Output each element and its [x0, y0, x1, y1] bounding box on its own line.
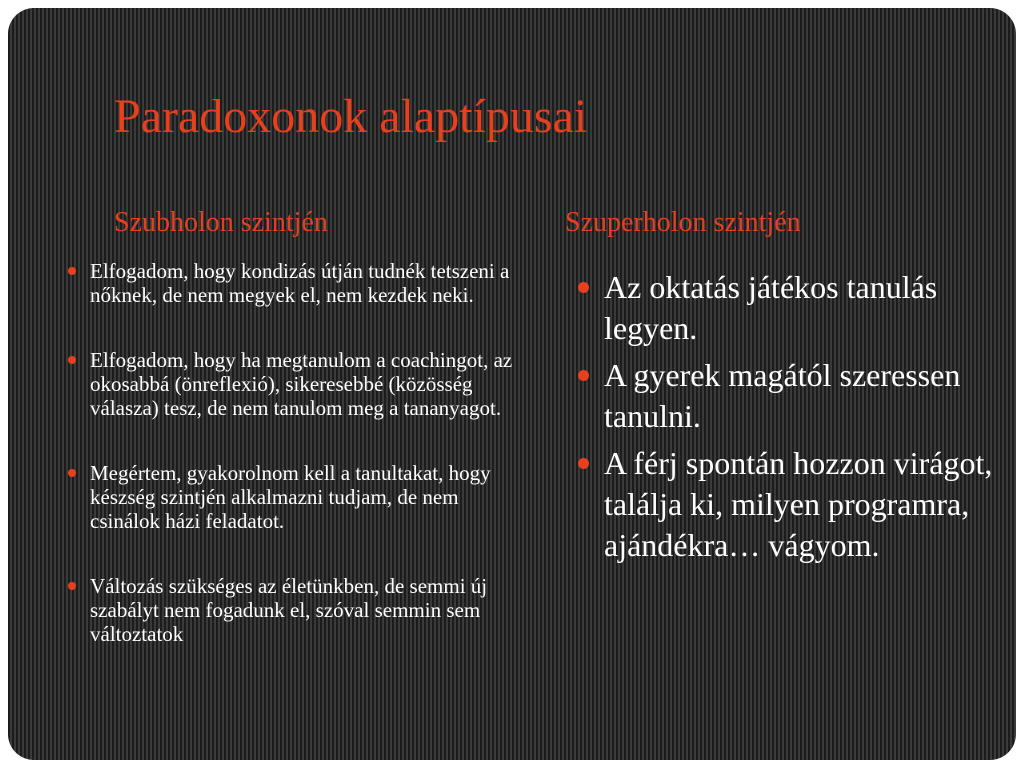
list-item-text: Megértem, gyakorolnom kell a tanultakat, hogy készség szintjén alkalmazni tudjam, de nem csinálok házi feladatot.	[90, 461, 491, 533]
list-item-text: Változás szükséges az életünkben, de semmi új szabályt nem fogadunk el, szóval semmin sem változtatok	[90, 574, 488, 646]
slide	[8, 8, 1016, 760]
list-item-text: Elfogadom, hogy ha megtanulom a coachingot, az okosabbá (önreflexió), sikeresebbé (közösség válasza) tesz, de nem tanulom meg a tananyagot.	[90, 348, 513, 420]
bullet-dot-icon	[68, 267, 76, 275]
bullet-dot-icon	[68, 469, 76, 477]
slide-title: Paradoxonok alaptípusai	[114, 90, 588, 143]
bullet-dot-icon	[68, 582, 76, 590]
list-item	[574, 267, 994, 349]
list-item	[574, 443, 994, 566]
bullet-dot-icon	[578, 458, 589, 469]
list-item	[64, 461, 524, 533]
list-item-text: Az oktatás játékos tanulás legyen.	[604, 269, 938, 346]
bullet-dot-icon	[68, 356, 76, 364]
left-bullet-list	[64, 259, 524, 687]
list-item	[64, 348, 524, 420]
bullet-dot-icon	[578, 282, 589, 293]
bullet-dot-icon	[578, 370, 589, 381]
left-column-heading: Szubholon szintjén	[114, 207, 328, 238]
list-item-text: A férj spontán hozzon virágot, találja ki, milyen programra, ajándékra… vágyom.	[604, 445, 993, 563]
list-item	[64, 574, 524, 646]
right-column-heading: Szuperholon szintjén	[565, 207, 801, 238]
right-bullet-list	[574, 267, 994, 572]
list-item	[64, 259, 524, 307]
list-item-text: Elfogadom, hogy kondizás útján tudnék tetszeni a nőknek, de nem megyek el, nem kezdek neki.	[90, 259, 510, 307]
list-item	[574, 355, 994, 437]
list-item-text: A gyerek magától szeressen tanulni.	[604, 357, 961, 434]
